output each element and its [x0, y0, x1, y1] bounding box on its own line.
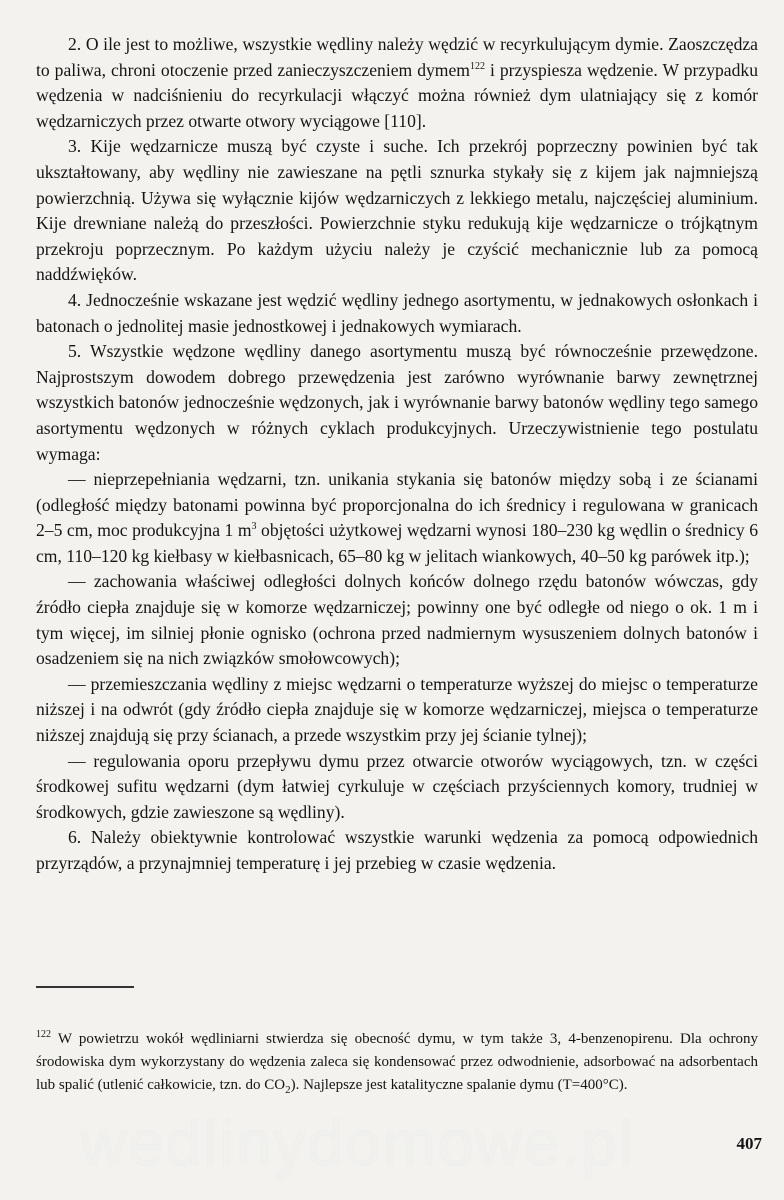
- list-item-1: [36, 467, 758, 569]
- footnote-mark: 122: [36, 1029, 51, 1040]
- page-number: 407: [736, 1134, 762, 1153]
- paragraph-6: 6. Należy obiektywnie kontrolować wszystkie warunki wędzenia za pomocą odpowiednich przyrządów, a przynajmniej temperaturę i jej przebieg w czasie wędzenia.: [36, 827, 758, 873]
- list-item-4: — regulowania oporu przepływu dymu przez otwarcie otworów wyciągowych, tzn. w części środkowej sufitu wędzarni (dym łatwiej cyrkuluje w częściach przyściennych komory, trudniej w środkowych, gdzie zawieszone są wędliny).: [36, 750, 758, 822]
- paragraph-2: [36, 32, 758, 134]
- paragraph-3: 3. Kije wędzarnicze muszą być czyste i suche. Ich przekrój poprzeczny powinien być tak ukształtowany, aby wędliny nie zawieszane na pętli sznurka stykały się z kijem jak najmniejszą powierzchnią. Używa się wyłącznie kijów wędzarniczych z lekkiego metalu, najczęściej aluminium. Kije drewniane należą do przeszłości. Powierzchnie styku redukują kije wędzarnicze o trójkątnym przekroju poprzecznym. Po każdym użyciu należy je czyścić mechanicznie lub za pomocą naddźwięków.: [36, 136, 758, 285]
- list-item-1-text: — nieprzepełniania wędzarni, tzn. unikania stykania się batonów między sobą i ze ścianami (odległość między batonami powinna być proporcjonalna do ich średnicy i regulowana w granicach 2–5 cm, moc produkcyjna 1 m: [36, 469, 758, 541]
- list-item-1-text-cont: objętości użytkowej wędzarni wynosi 180–230 kg wędlin o średnicy 6 cm, 110–120 kg kiełbasy w kiełbasnicach, 65–80 kg w jelitach wiankowych, 40–50 kg parówek itp.);: [36, 520, 758, 566]
- paragraph-4: 4. Jednocześnie wskazane jest wędzić wędliny jednego asortymentu, w jednakowych osłonkach i batonach o jednolitej masie jednostkowej i jednakowych wymiarach.: [36, 289, 758, 336]
- footnote: [36, 1028, 758, 1097]
- footnote-text: W powietrzu wokół wędliniarni stwierdza się obecność dymu, w tym także 3, 4-benzenopirenu. Dla ochrony środowiska dym wykorzystany do wędzenia zaleca się kondensować przez odwodnienie, adsorbować na adsorbentach lub spalić (utlenić całkowicie, tzn. do CO: [36, 1031, 758, 1093]
- main-text: [36, 32, 758, 877]
- list-item-3: — przemieszczania wędliny z miejsc wędzarni o temperaturze wyższej do miejsc o temperaturze niższej i na odwrót (gdy źródło ciepła znajduje się w komorze wędzarniczej, miejsca o temperaturze niższej znajdują się przy ścianach, a przede wszystkim przy jej ścianie tylnej);: [36, 673, 758, 746]
- paragraph-2-text-cont: i przyspiesza wędzenie. W przypadku wędzenia w nadciśnieniu do recyrkulacji włączyć można również dym ulatniający się z komór wędzarniczych przez otwarte otwory wyciągowe [110].: [36, 59, 758, 131]
- footnote-reference[interactable]: 122: [469, 60, 485, 72]
- paragraph-2-text: 2. O ile jest to możliwe, wszystkie wędliny należy wędzić w recyrkulującym dymie. Zaoszczędza to paliwa, chroni otoczenie przed zanieczyszczeniem dymem: [36, 34, 758, 80]
- list-item-2: — zachowania właściwej odległości dolnych końców dolnego rzędu batonów wówczas, gdy źródło ciepła znajduje się w komorze wędzarniczej; powinny one być odległe od niego o ok. 1 m i tym więcej, im silniej płonie ognisko (ochrona przed nadmiernym wysuszeniem dolnych batonów i osadzeniem się na nich związków smołowcowych);: [36, 571, 758, 669]
- paragraph-5: 5. Wszystkie wędzone wędliny danego asortymentu muszą być równocześnie przewędzone. Najprostszym dowodem dobrego przewędzenia jest zarówno wyrównanie barwy zewnętrznej wszystkich batonów jednocześnie wędzonych, jak i wyrównanie barwy batonów wędliny tego samego asortymentu wędzonych w różnych cyklach produkcyjnych. Urzeczywistnienie tego postulatu wymaga:: [36, 341, 758, 464]
- superscript-3: 3: [251, 521, 257, 533]
- footnote-text-cont: ). Najlepsze jest katalityczne spalanie dymu (T=400°C).: [290, 1077, 628, 1093]
- subscript-2: 2: [285, 1084, 291, 1096]
- footnote-divider: [36, 986, 134, 988]
- watermark: wedlinydomowe.pl: [80, 1107, 635, 1179]
